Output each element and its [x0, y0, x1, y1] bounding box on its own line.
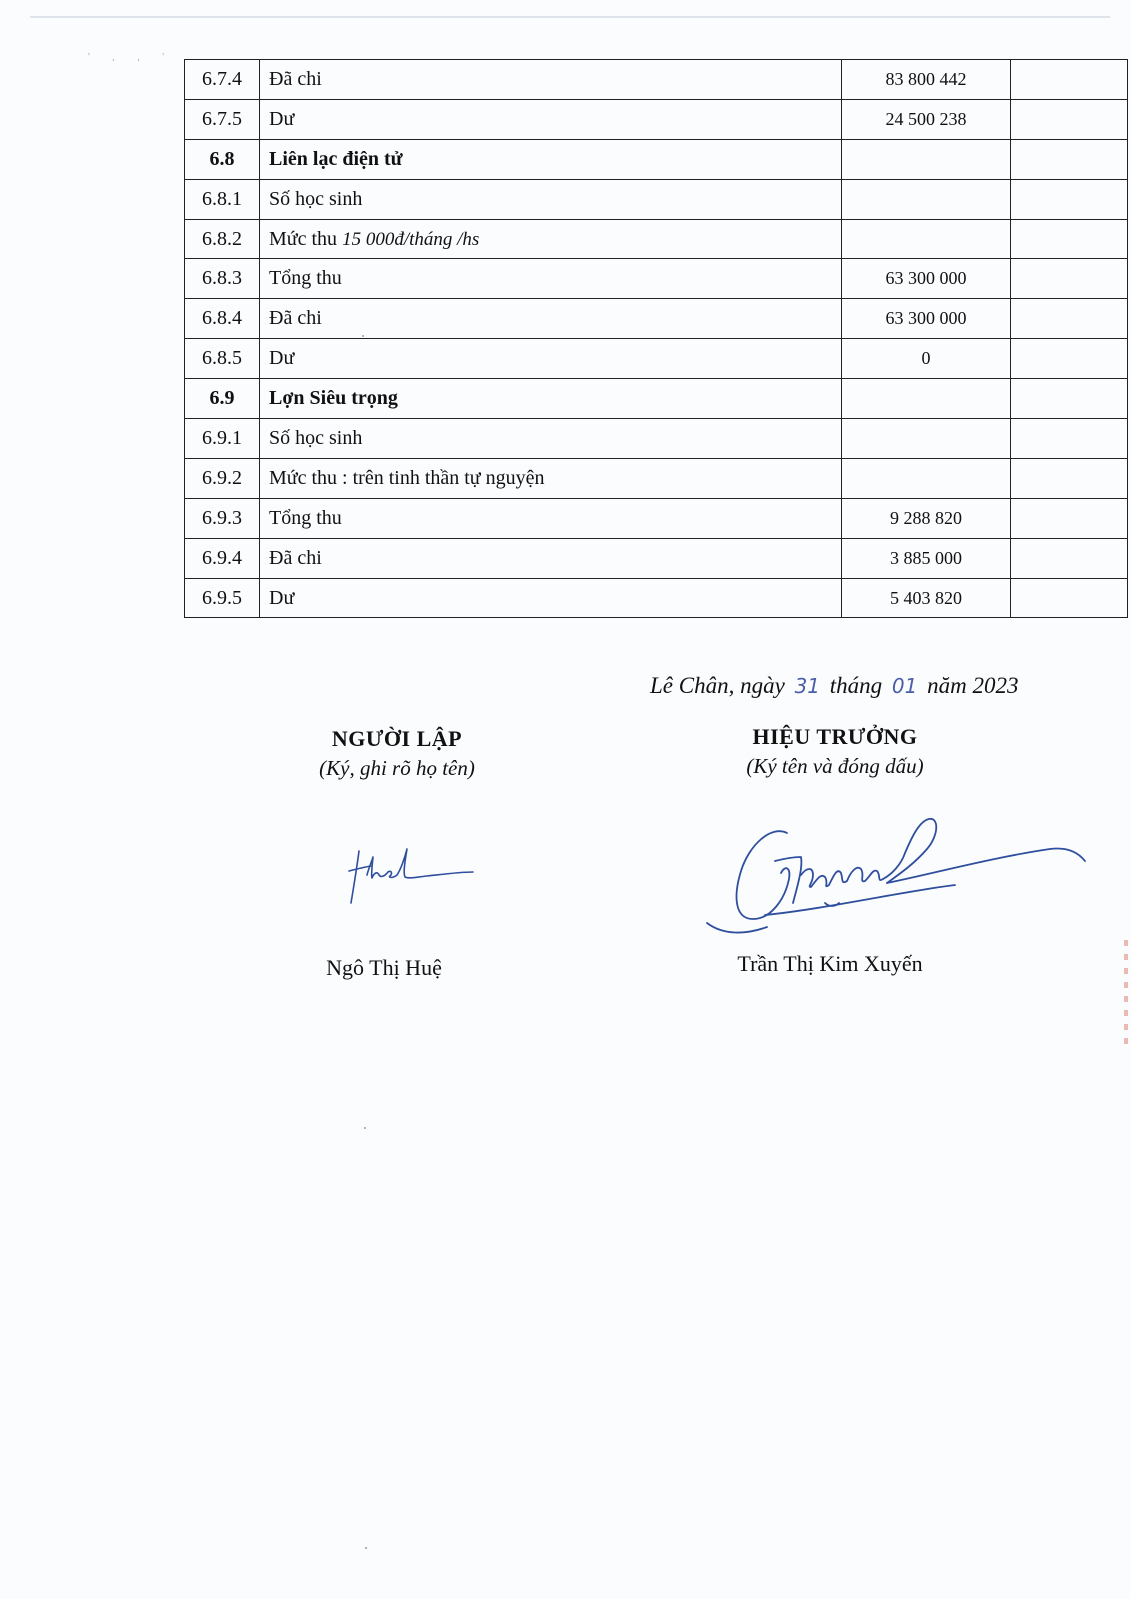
row-label	[260, 419, 842, 459]
row-note	[1011, 498, 1128, 538]
row-label-text: Tổng thu	[269, 267, 342, 290]
row-label-text: Đã chi	[269, 546, 322, 569]
table-row	[185, 60, 1128, 100]
table-section-row	[185, 139, 1128, 179]
row-label	[260, 379, 842, 419]
preparer-block	[237, 726, 557, 781]
row-label	[260, 339, 842, 379]
row-code: 6.9.2	[185, 458, 260, 498]
principal-name: Trần Thị Kim Xuyến	[737, 951, 923, 976]
row-amount	[842, 139, 1011, 179]
row-note	[1011, 179, 1128, 219]
row-code: 6.7.5	[185, 99, 260, 139]
row-note	[1011, 379, 1128, 419]
row-label-text: Dư	[269, 347, 295, 370]
row-amount: 63 300 000	[842, 259, 1011, 299]
row-amount	[842, 419, 1011, 459]
margin-stamp-edge	[1124, 940, 1128, 1050]
scan-specks: ' , , '	[88, 52, 175, 63]
preparer-note: (Ký, ghi rõ họ tên)	[319, 756, 475, 780]
row-amount: 3 885 000	[842, 538, 1011, 578]
row-label-text: Dư	[269, 107, 295, 130]
row-amount	[842, 219, 1011, 259]
row-label	[260, 219, 842, 259]
row-code: 6.8.3	[185, 259, 260, 299]
row-amount	[842, 379, 1011, 419]
row-code: 6.9.3	[185, 498, 260, 538]
row-label	[260, 299, 842, 339]
row-note	[1011, 259, 1128, 299]
table-row	[185, 419, 1128, 459]
row-note	[1011, 458, 1128, 498]
row-label-text: Số học sinh	[269, 426, 363, 449]
row-code: 6.9.4	[185, 538, 260, 578]
principal-title: HIỆU TRƯỞNG	[752, 724, 918, 749]
table-row	[185, 219, 1128, 259]
row-label-text: Mức thu	[269, 227, 343, 250]
principal-signature	[705, 815, 1095, 945]
row-label-text: Đã chi	[269, 67, 322, 90]
row-label-text: Đã chi	[269, 307, 322, 330]
row-label-text: Liên lạc điện tử	[269, 147, 403, 170]
row-note	[1011, 419, 1128, 459]
row-label	[260, 578, 842, 618]
table-row	[185, 99, 1128, 139]
preparer-signature	[345, 845, 480, 910]
table-row	[185, 578, 1128, 618]
row-note	[1011, 60, 1128, 100]
row-code: 6.8	[185, 139, 260, 179]
row-note	[1011, 339, 1128, 379]
date-month: 01	[891, 674, 918, 698]
table-row	[185, 179, 1128, 219]
table-section-row	[185, 379, 1128, 419]
scan-speck	[364, 1127, 366, 1129]
row-amount: 9 288 820	[842, 498, 1011, 538]
row-code: 6.9.1	[185, 419, 260, 459]
scan-edge-line	[30, 16, 1110, 18]
row-label-text: Lợn Siêu trọng	[269, 387, 398, 410]
row-code: 6.7.4	[185, 60, 260, 100]
scan-speck	[365, 1547, 367, 1549]
row-label-text: Mức thu : trên tinh thần tự nguyện	[269, 466, 545, 489]
row-note	[1011, 219, 1128, 259]
table-row	[185, 498, 1128, 538]
date-month-label: tháng	[829, 673, 883, 698]
row-note	[1011, 99, 1128, 139]
date-day: 31	[794, 674, 821, 698]
row-label	[260, 538, 842, 578]
row-amount	[842, 179, 1011, 219]
preparer-title: NGƯỜI LẬP	[331, 726, 463, 751]
row-note	[1011, 538, 1128, 578]
row-label-text: Dư	[269, 586, 295, 609]
row-label	[260, 259, 842, 299]
row-label	[260, 60, 842, 100]
table-row	[185, 458, 1128, 498]
row-label-italic: 15 000đ/tháng /hs	[342, 228, 480, 250]
row-code: 6.9	[185, 379, 260, 419]
row-code: 6.9.5	[185, 578, 260, 618]
row-note	[1011, 299, 1128, 339]
row-amount	[842, 458, 1011, 498]
table-row	[185, 259, 1128, 299]
table-row	[185, 538, 1128, 578]
row-label	[260, 498, 842, 538]
date-line	[650, 673, 1018, 699]
finance-table	[184, 59, 1128, 618]
principal-note: (Ký tên và đóng dấu)	[746, 754, 924, 778]
row-note	[1011, 139, 1128, 179]
date-year: năm 2023	[927, 673, 1019, 698]
row-code: 6.8.4	[185, 299, 260, 339]
row-amount: 0	[842, 339, 1011, 379]
date-prefix: Lê Chân, ngày	[650, 673, 785, 698]
row-note	[1011, 578, 1128, 618]
principal-block	[675, 724, 995, 779]
row-label	[260, 139, 842, 179]
row-label	[260, 458, 842, 498]
table-row	[185, 339, 1128, 379]
row-code: 6.8.1	[185, 179, 260, 219]
row-amount: 83 800 442	[842, 60, 1011, 100]
row-label-text: Số học sinh	[269, 187, 363, 210]
preparer-name: Ngô Thị Huệ	[326, 955, 442, 980]
table-row	[185, 299, 1128, 339]
row-label-text: Tổng thu	[269, 506, 342, 529]
row-code: 6.8.2	[185, 219, 260, 259]
row-code: 6.8.5	[185, 339, 260, 379]
row-label	[260, 99, 842, 139]
row-amount: 24 500 238	[842, 99, 1011, 139]
row-label	[260, 179, 842, 219]
row-amount: 5 403 820	[842, 578, 1011, 618]
row-amount: 63 300 000	[842, 299, 1011, 339]
